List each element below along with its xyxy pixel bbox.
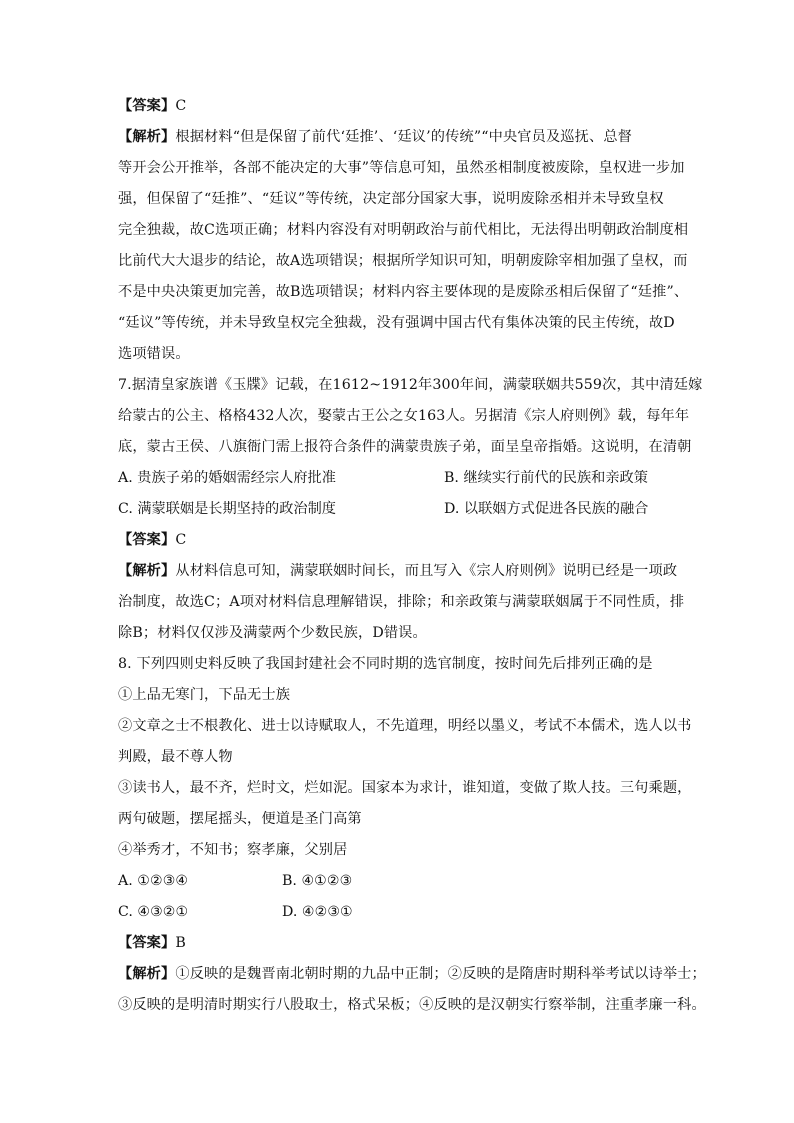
answer-value: C	[175, 532, 187, 548]
analysis-line: 治制度，故选C；A项对材料信息理解错误，排除；和亲政策与满蒙联姻属于不同性质，排	[118, 594, 685, 610]
analysis-line: 强，但保留了“廷推”、“廷议”等传统，决定部分国家大事，说明废除丞相并未导致皇权	[118, 191, 664, 207]
answer-line	[118, 933, 678, 964]
question-stem: 底，蒙古王侯、八旗衙门需上报符合条件的满蒙贵族子弟，面呈皇帝指婚。这说明，在清朝	[118, 439, 692, 455]
question-stem: 给蒙古的公主、格格432人次，娶蒙古王公之女163人。另据清《宗人府则例》载，每年年	[118, 408, 690, 424]
source-item: ③读书人，最不齐，烂时文，烂如泥。国家本为求计，谁知道，变做了欺人技。三句乘题，	[118, 780, 692, 796]
answer-line	[118, 530, 678, 561]
analysis-line: 选项错误。	[118, 346, 190, 362]
analysis-line: ③反映的是明清时期实行八股取士，格式呆板；④反映的是汉朝实行察举制，注重孝廉一科。	[118, 997, 706, 1013]
option-row	[118, 902, 678, 933]
analysis-line: 比前代大大退步的结论，故A选项错误；根据所学知识可知，明朝废除宰相加强了皇权，而	[118, 253, 688, 269]
analysis-line: “廷议”等传统，并未导致皇权完全独裁，没有强调中国古代有集体决策的民主传统，故D	[118, 315, 675, 331]
analysis-line: 不是中央决策更加完善，故B选项错误；材料内容主要体现的是废除丞相后保留了“廷推”、	[118, 284, 689, 300]
answer-label: 【答案】	[118, 935, 176, 951]
source-item: 两句破题，摆尾摇头，便道是圣门高第	[118, 811, 362, 827]
option-c: C. ④③②①	[118, 904, 189, 920]
analysis-text: ①反映的是魏晋南北朝时期的九品中正制；②反映的是隋唐时期科举考试以诗举士；	[175, 966, 706, 982]
analysis-line	[118, 127, 678, 158]
source-item: ④举秀才，不知书；察孝廉，父别居	[118, 842, 348, 858]
source-item: 判殿，最不尊人物	[118, 749, 233, 765]
option-d: D. 以联姻方式促进各民族的融合	[444, 501, 649, 517]
option-row	[118, 468, 678, 499]
option-d: D. ④②③①	[282, 904, 353, 920]
option-b: B. ④①②③	[282, 873, 353, 889]
option-c: C. 满蒙联姻是长期坚持的政治制度	[118, 501, 336, 517]
source-item: ②文章之士不根教化、进士以诗赋取人，不先道理，明经以墨义，考试不本儒术，选人以书	[118, 718, 692, 734]
answer-value: C	[175, 98, 187, 114]
option-a: A. 贵族子弟的婚姻需经宗人府批准	[118, 470, 336, 486]
answer-label: 【答案】	[118, 532, 176, 548]
analysis-line: 等开会公开推举，各部不能决定的大事”等信息可知，虽然丞相制度被废除，皇权进一步加	[118, 160, 685, 176]
analysis-label: 【解析】	[118, 966, 176, 982]
analysis-label: 【解析】	[118, 563, 176, 579]
analysis-line	[118, 561, 678, 592]
answer-label: 【答案】	[118, 98, 176, 114]
option-row	[118, 871, 678, 902]
question-stem: 7.据清皇家族谱《玉牒》记载，在1612~1912年300年间，满蒙联姻共559次，其中清廷嫁	[118, 377, 703, 393]
analysis-line	[118, 964, 706, 995]
option-a: A. ①②③④	[118, 873, 189, 889]
document-page	[118, 96, 706, 1026]
analysis-label: 【解析】	[118, 129, 176, 145]
analysis-text: 从材料信息可知，满蒙联姻时间长，而且写入《宗人府则例》说明已经是一项政	[175, 563, 678, 579]
option-b: B. 继续实行前代的民族和亲政策	[444, 470, 648, 486]
answer-value: B	[175, 935, 186, 951]
analysis-line: 除B；材料仅仅涉及满蒙两个少数民族，D错误。	[118, 625, 427, 641]
question-stem: 8. 下列四则史料反映了我国封建社会不同时期的选官制度，按时间先后排列正确的是	[118, 656, 653, 672]
option-row	[118, 499, 678, 530]
analysis-text: 根据材料“但是保留了前代‘廷推’、‘廷议’的传统”“中央官员及巡抚、总督	[175, 129, 632, 145]
source-item: ①上品无寒门，下品无士族	[118, 687, 291, 703]
answer-line	[118, 96, 678, 127]
analysis-line: 完全独裁，故C选项正确；材料内容没有对明朝政治与前代相比，无法得出明朝政治制度相	[118, 222, 689, 238]
